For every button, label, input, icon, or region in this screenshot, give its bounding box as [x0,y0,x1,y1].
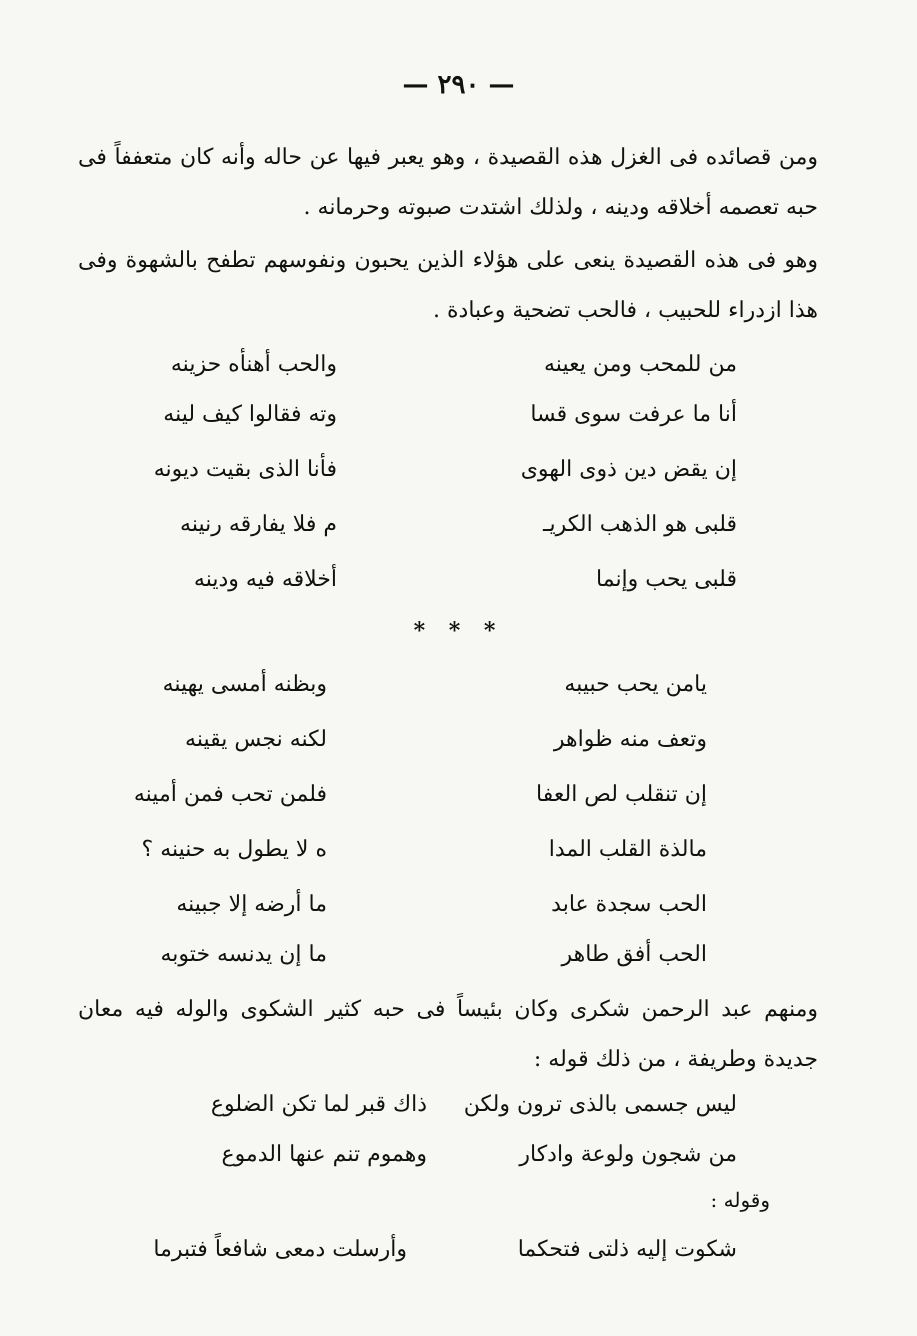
verse-hemistich: إن يقض دين ذوى الهوى [520,457,737,482]
verse-hemistich: ما إن يدنسه ختوبه [160,942,327,967]
verse-hemistich: ه لا يطول به حنينه ؟ [141,837,327,862]
verse-hemistich: أخلاقه فيه ودينه [193,567,337,592]
verse-hemistich: قلبى يحب وإنما [596,567,737,592]
verse-hemistich: الحب أفق طاهر [561,942,707,967]
shukri-paragraph: ومنهم عبد الرحمن شكرى وكان بئيساً فى حبه كثير الشكوى والوله فيه معان جديدة وطريفة ، من ذلك قوله : [78,997,818,1072]
verse-hemistich: شكوت إليه ذلتى فتحكما [517,1237,737,1262]
verse-hemistich: قلبى هو الذهب الكريـ [543,512,737,537]
verse-hemistich: م فلا يفارقه رنينه [180,512,337,537]
intro-paragraph: ومن قصائده فى الغزل هذه القصيدة ، وهو يعبر فيها عن حاله وأنه كان متعففاً فى حبه تعصمه أخلاقه ودينه ، ولذلك اشتدت صبوته وحرمانه . [78,145,818,220]
section-separator: * * * [413,618,504,644]
verse-hemistich: لكنه نجس يقينه [185,727,327,752]
commentary-paragraph: وهو فى هذه القصيدة ينعى على هؤلاء الذين يحبون ونفوسهم تطفح بالشهوة وفى هذا ازدراء للحبيب ، فالحب تضحية وعبادة . [78,248,818,323]
verse-hemistich: الحب سجدة عابد [551,892,707,917]
verse-hemistich: ذاك قبر لما تكن الضلوع [210,1092,427,1117]
verse-hemistich: وته فقالوا كيف لينه [163,402,337,427]
verse-hemistich: من شجون ولوعة وادكار [519,1142,737,1167]
verse-hemistich: ما أرضه إلا جبينه [176,892,327,917]
verse-hemistich: أنا ما عرفت سوى قسا [530,402,737,427]
verse-hemistich: فأنا الذى بقيت ديونه [153,457,337,482]
verse-hemistich: وأرسلت دمعى شافعاً فتبرما [153,1237,407,1262]
verse-hemistich: من للمحب ومن يعينه [544,352,737,377]
verse-hemistich: ليس جسمى بالذى ترون ولكن [463,1092,737,1117]
verse-hemistich: والحب أهنأه حزينه [170,352,337,377]
verse-hemistich: إن تنقلب لص العفا [536,782,707,807]
verse-hemistich: فلمن تحب فمن أمينه [133,782,327,807]
transition-label: وقوله : [710,1188,770,1212]
verse-hemistich: وهموم تنم عنها الدموع [221,1142,427,1167]
verse-hemistich: يامن يحب حبيبه [564,672,707,697]
page-number: — ٢٩٠ — [402,70,515,100]
verse-hemistich: وبظنه أمسى يهينه [162,672,327,697]
verse-hemistich: وتعف منه ظواهر [553,727,707,752]
verse-hemistich: مالذة القلب المدا [548,837,707,862]
